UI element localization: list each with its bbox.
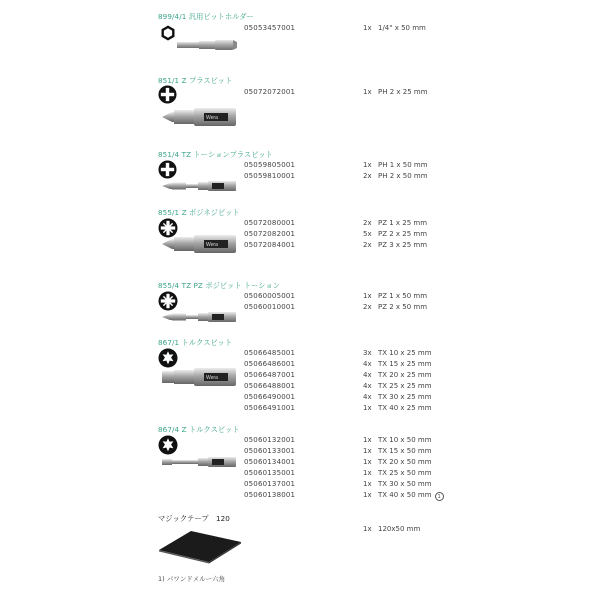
- quantity: 4x: [363, 382, 372, 390]
- phillips-icon: [158, 85, 177, 104]
- section-title: 899/4/1 汎用ビットホルダー: [158, 12, 254, 21]
- size-spec: TX 15 x 50 mm: [378, 447, 432, 455]
- quantity: 1x: [363, 525, 372, 533]
- size-spec: 1/4" x 50 mm: [378, 24, 426, 32]
- svg-text:Wera: Wera: [206, 242, 218, 248]
- torx-bit-image: [160, 366, 238, 388]
- article-code: 05060135001: [244, 469, 296, 477]
- quantity: 2x: [363, 219, 372, 227]
- quantity: 1x: [363, 469, 372, 477]
- article-code: 05066485001: [244, 349, 296, 357]
- quantity: 1x: [363, 292, 372, 300]
- size-spec: PZ 1 x 25 mm: [378, 219, 428, 227]
- quantity: 4x: [363, 371, 372, 379]
- torx-long-bit-image: [160, 454, 238, 470]
- quantity: 2x: [363, 172, 372, 180]
- size-spec: TX 30 x 25 mm: [378, 393, 432, 401]
- article-code: 05053457001: [244, 24, 296, 32]
- quantity: 1x: [363, 161, 372, 169]
- svg-text:Wera: Wera: [206, 115, 218, 121]
- size-spec: PH 2 x 25 mm: [378, 88, 428, 96]
- section-title: マジックテープ 120: [158, 514, 230, 523]
- article-code: 05066491001: [244, 404, 296, 412]
- section-title: 855/1 Z ポジネジビット: [158, 208, 240, 217]
- section-title: 851/1 Z プラスビット: [158, 76, 233, 85]
- article-code: 05072084001: [244, 241, 296, 249]
- section-title: 867/1 トルクスビット: [158, 338, 233, 347]
- quantity: 1x: [363, 436, 372, 444]
- article-code: 05059805001: [244, 161, 296, 169]
- size-spec: TX 20 x 50 mm: [378, 458, 432, 466]
- quantity: 2x: [363, 303, 372, 311]
- size-spec: PH 1 x 50 mm: [378, 161, 428, 169]
- article-code: 05060133001: [244, 447, 296, 455]
- size-spec: TX 15 x 25 mm: [378, 360, 432, 368]
- article-code: 05072080001: [244, 219, 296, 227]
- quantity: 1x: [363, 458, 372, 466]
- phillips-icon: [158, 160, 177, 179]
- article-code: 05072072001: [244, 88, 296, 96]
- article-code: 05066490001: [244, 393, 296, 401]
- article-code: 05059810001: [244, 172, 296, 180]
- size-spec: TX 10 x 50 mm: [378, 436, 432, 444]
- size-spec: [378, 491, 444, 501]
- article-code: 05060132001: [244, 436, 296, 444]
- article-code: 05060005001: [244, 292, 296, 300]
- article-code: 05060138001: [244, 491, 296, 499]
- size-spec-text: TX 40 x 50 mm: [378, 491, 432, 499]
- pozidriv-bit-image: [160, 233, 238, 255]
- footnote-marker: 1: [435, 492, 444, 501]
- article-code: 05072082001: [244, 230, 296, 238]
- section-title: 855/4 TZ PZ ポジビット トーション: [158, 281, 281, 290]
- article-code: 05066487001: [244, 371, 296, 379]
- pozidriv-icon: [158, 291, 178, 311]
- size-spec: PZ 2 x 25 mm: [378, 230, 428, 238]
- torx-icon: [158, 435, 178, 455]
- torx-icon: [158, 348, 178, 368]
- size-spec: TX 30 x 50 mm: [378, 480, 432, 488]
- article-code: 05060137001: [244, 480, 296, 488]
- size-spec: PZ 2 x 50 mm: [378, 303, 428, 311]
- pozidriv-torsion-bit-image: [160, 309, 238, 325]
- phillips-bit-image: [160, 106, 238, 128]
- size-spec: TX 10 x 25 mm: [378, 349, 432, 357]
- size-spec: TX 20 x 25 mm: [378, 371, 432, 379]
- quantity: 1x: [363, 88, 372, 96]
- article-code: 05066486001: [244, 360, 296, 368]
- bit-holder-image: [176, 37, 238, 53]
- quantity: 2x: [363, 241, 372, 249]
- quantity: 1x: [363, 24, 372, 32]
- quantity: 4x: [363, 393, 372, 401]
- section-title: 851/4 TZ トーションプラスビット: [158, 150, 273, 159]
- phillips-torsion-bit-image: [160, 178, 238, 194]
- quantity: 5x: [363, 230, 372, 238]
- size-spec: TX 25 x 50 mm: [378, 469, 432, 477]
- article-code: 05060134001: [244, 458, 296, 466]
- size-spec: TX 25 x 25 mm: [378, 382, 432, 390]
- size-spec: PH 2 x 50 mm: [378, 172, 428, 180]
- size-spec: PZ 3 x 25 mm: [378, 241, 428, 249]
- velcro-tape-image: [155, 528, 245, 564]
- quantity: 1x: [363, 491, 372, 499]
- size-spec: 120x50 mm: [378, 525, 421, 533]
- quantity: 1x: [363, 404, 372, 412]
- footnote: 1) パワンドメルー六角: [158, 575, 226, 583]
- size-spec: PZ 1 x 50 mm: [378, 292, 428, 300]
- article-code: 05066488001: [244, 382, 296, 390]
- svg-text:Wera: Wera: [206, 375, 218, 381]
- hex-icon: [160, 25, 176, 41]
- quantity: 4x: [363, 360, 372, 368]
- article-code: 05060010001: [244, 303, 296, 311]
- quantity: 1x: [363, 447, 372, 455]
- size-spec: TX 40 x 25 mm: [378, 404, 432, 412]
- section-title: 867/4 Z トルクスビット: [158, 425, 240, 434]
- quantity: 3x: [363, 349, 372, 357]
- quantity: 1x: [363, 480, 372, 488]
